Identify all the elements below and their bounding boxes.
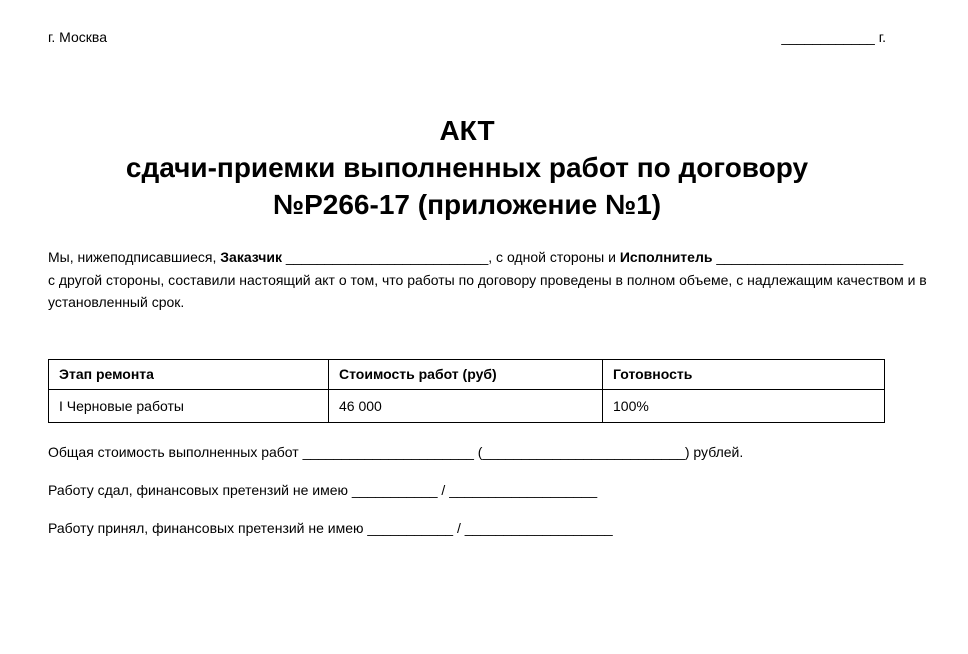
date-blank: ____________ г. (781, 29, 886, 45)
document-topline (48, 26, 886, 48)
contractor-label: Исполнитель (619, 249, 713, 265)
work-accepted-line: Работу принял, финансовых претензий не имею ___________ / ___________________ (48, 519, 613, 536)
contractor-blank: ________________________ (712, 249, 904, 265)
title-line-contract-number: №Р266-17 (приложение №1) (272, 189, 662, 220)
title-line-act: АКТ (439, 115, 495, 146)
table-header-row (49, 359, 885, 389)
intro-line-2: с другой стороны, составили настоящий акт о том, что работы по договору проведены в полном объеме, с надлежащим качеством и в (48, 271, 927, 288)
table-header-cost: Стоимость работ (руб) (329, 359, 603, 389)
works-table (48, 359, 885, 423)
intro-paragraph (48, 246, 927, 314)
table-cell-cost: 46 000 (329, 389, 603, 422)
table-row (49, 389, 885, 422)
table-cell-readiness: 100% (603, 389, 885, 422)
customer-label: Заказчик (220, 249, 282, 265)
title-line-subject: сдачи-приемки выполненных работ по договору (125, 152, 809, 183)
customer-blank: __________________________, с одной стороны и (281, 249, 620, 265)
table-cell-stage: I Черновые работы (49, 389, 329, 422)
intro-line-1 (48, 246, 904, 269)
document-title (48, 112, 886, 223)
work-delivered-line: Работу сдал, финансовых претензий не имею ___________ / ___________________ (48, 481, 598, 498)
total-cost-line: Общая стоимость выполненных работ ______________________ (__________________________) рублей. (48, 443, 744, 460)
intro-prefix: Мы, нижеподписавшиеся, (48, 249, 221, 265)
table-header-readiness: Готовность (603, 359, 885, 389)
table-header-stage: Этап ремонта (49, 359, 329, 389)
intro-line-3: установленный срок. (48, 294, 185, 310)
city-label: г. Москва (48, 29, 107, 45)
